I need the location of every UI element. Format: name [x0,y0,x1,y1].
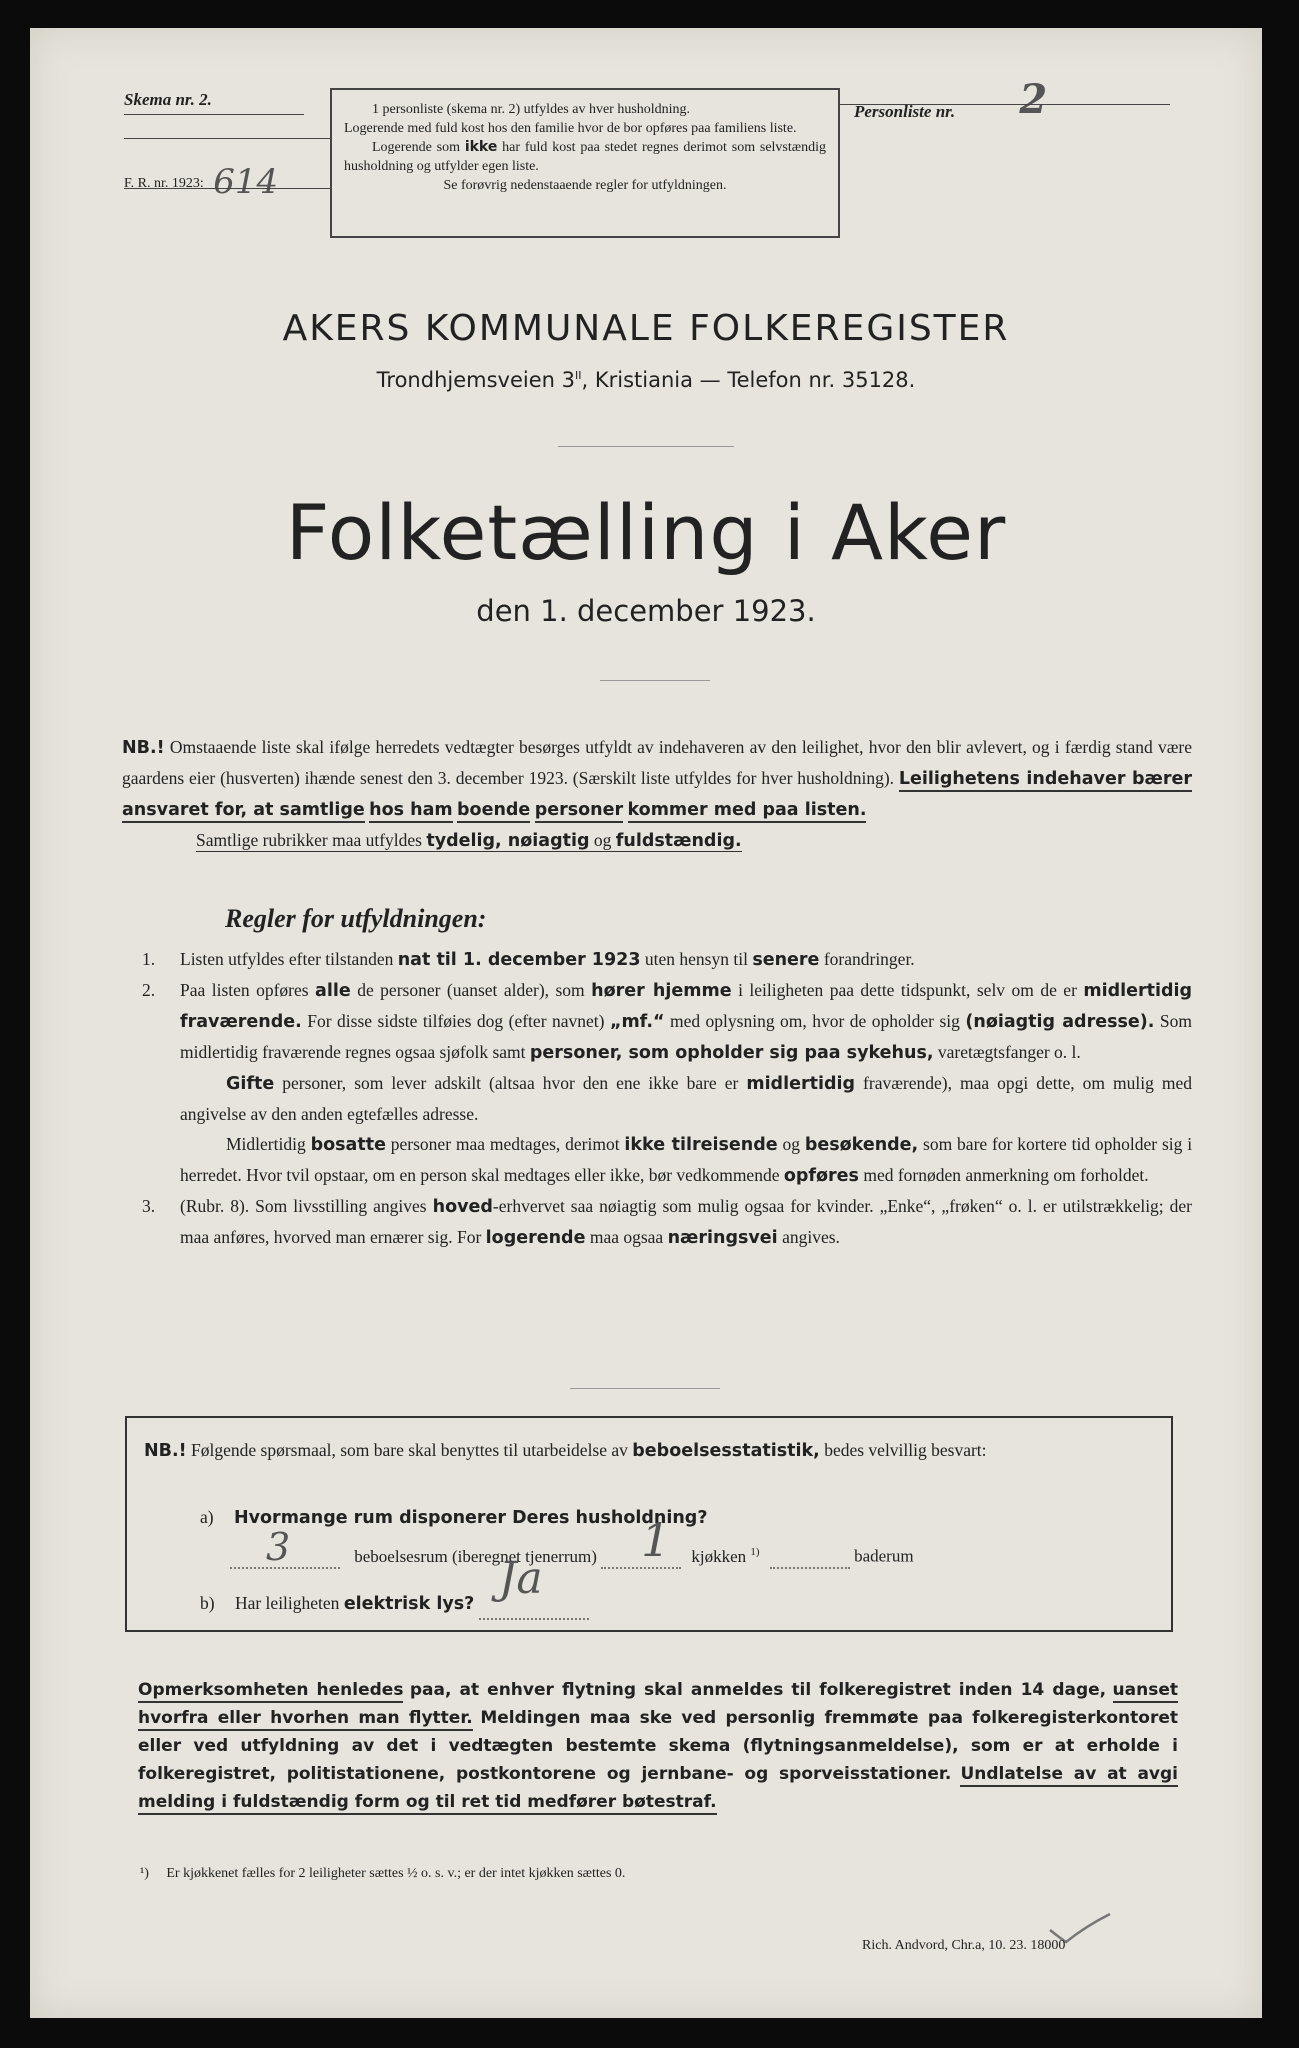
rule-2c [180,1129,1192,1191]
r2c-3: ikke tilreisende [624,1135,778,1155]
printer-imprint: Rich. Andvord, Chr.a, 10. 23. 18000 [862,1938,1066,1953]
divider-2 [600,680,710,681]
r3-3: logerende [485,1228,586,1248]
instruction-box [330,88,840,238]
nb-emph-d: personer [535,800,623,823]
nb-line-3 [122,825,1192,856]
rule-1 [142,944,1192,975]
fr-underline [124,188,330,189]
nb-label: NB.! [122,738,165,758]
question-a-text: Hvormange rum disponerer Deres husholdning? [233,1508,708,1528]
r2c-8: med fornøden anmerkning om forholdet. [863,1165,1149,1185]
footnote-text: Er kjøkkenet fælles for 2 leiligheter sættes ½ o. s. v.; er der intet kjøkken sættes 0. [166,1866,626,1881]
box-line-2: Logerende med fuld kost hos den familie hvor de bor opføres paa familiens liste. [344,121,797,136]
r2-10: Som midlertidig fraværende regnes ogsaa sjøfolk samt [180,1011,1193,1062]
r2c-6: som bare for kortere tid opholder sig i herredet. Hvor tvil opstaar, om en person skal medtages eller ikke, bør vedkommende [180,1134,1193,1185]
fr-label: F. R. nr. 1923: [124,176,204,191]
bath-field [770,1547,850,1569]
nb-emph-a: Leilighetens indehaver bærer ansvaret for, at samtlige [122,769,1192,823]
r2c-1: bosatte [310,1135,386,1155]
personliste-handwritten: 2 [1019,76,1048,123]
r2-8: med oplysning om, hvor de opholder sig [669,1011,960,1031]
r2-5: midlertidig fraværende. [180,981,1193,1032]
r2-4: i leiligheten paa dette tidspunkt, selv om de er [738,980,1077,1000]
r3-1: hoved [432,1197,493,1217]
opm-b: paa, at enhver flytning skal anmeldes til folkeregistret inden 14 dage, [409,1680,1107,1700]
r2c-7: opføres [783,1166,859,1186]
r1-2: uten hensyn til [644,949,748,969]
question-intro-c: bedes velvillig besvart: [824,1440,987,1460]
nb-line-3b: tydelig, nøiagtig [426,831,590,851]
page-title: Folketælling i Aker [285,488,1007,577]
bath-label: baderum [854,1546,914,1566]
r2-6: For disse sidste tilføies dog (efter navnet) [307,1011,605,1031]
box-line-4: Se forøvrig nedenstaaende regler for utfyldningen. [443,178,727,193]
personliste-label: Personliste nr. [854,102,956,121]
fr-number [124,156,279,202]
divider-3 [570,1388,720,1389]
nb-paragraph [122,732,1192,856]
opm-e: Undlatelse av at avgi [960,1764,1178,1787]
question-b-text-b: elektrisk lys? [343,1594,475,1614]
rule-1-num: 1. [142,949,156,969]
box-line-3 [344,138,826,176]
opm-d: Meldingen maa ske ved personlig fremmøte paa folkeregisterkontoret eller ved utfyldning av det i vedtægten bestemte skema (flytningsanmeldelse), som er at erholde i folkeregistret, politistationene, postkontorene og jernbane- og sporveisstationer. [138,1708,1179,1784]
opm-f: melding i fuldstændig form og til ret tid medfører bøtestraf. [138,1792,717,1815]
footnote-mark: ¹) [140,1866,149,1881]
r2c-5: besøkende, [804,1135,919,1155]
r3-2: -erhvervet saa nøiagtig som mulig ogsaa for kvinder. „Enke“, „frøken“ o. l. er utilstrækkelig; der maa anføres, hvorved man ernærer sig. For [180,1196,1193,1247]
opm-a: Opmerksomheten henledes [138,1680,403,1703]
rule-3 [142,1191,1192,1253]
kitchen-label: kjøkken [691,1546,747,1566]
skema-number [124,90,304,110]
r2c-0: Midlertidig [226,1134,306,1154]
r2-11: personer, som opholder sig paa sykehus, [529,1043,934,1063]
skema-text: Skema nr. 2. [124,90,212,109]
r2b-3: fraværende), maa opgi dette, om mulig med angivelse av den anden egtefælles adresse. [180,1073,1193,1124]
r2-3: hører hjemme [591,981,732,1001]
org-address [30,368,1262,392]
r2b-0: Gifte [226,1074,275,1094]
nb-line-3d: fuldstændig. [615,831,742,851]
r3-4: maa ogsaa [589,1227,664,1247]
question-intro-a: Følgende spørsmaal, som bare skal benyttes til utarbeidelse av [191,1440,628,1460]
footnote [140,1866,625,1882]
rooms-label: beboelsesrum (iberegnet tjenerrum) [354,1546,597,1566]
skema-underline [124,114,304,115]
address-sup: II [574,369,582,382]
personliste-underline [840,104,1170,105]
kitchen-field [601,1512,681,1569]
electric-value: Ja [498,1553,543,1604]
divider-1 [558,446,734,447]
question-intro-b: beboelsesstatistik, [632,1441,820,1461]
box-line-3b: ikke [464,139,498,155]
r2-9: (nøiagtig adresse). [965,1012,1155,1032]
nb-line-3-wrap [196,830,742,852]
rooms-value: 3 [266,1524,291,1569]
address-street: Trondhjemsveien 3 [376,368,575,392]
r3-5: næringsvei [667,1228,778,1248]
question-a-label: a) [200,1507,214,1527]
r2-2: de personer (uanset alder), som [357,980,585,1000]
org-name: AKERS KOMMUNALE FOLKEREGISTER [282,308,1010,349]
r1-4: forandringer. [823,949,915,969]
rule-3-num: 3. [142,1196,156,1216]
question-b-label: b) [200,1593,215,1613]
r1-0: Listen utfyldes efter tilstanden [180,949,394,969]
r3-0: (Rubr. 8). Som livsstilling angives [180,1196,427,1216]
header-rule [124,138,330,139]
box-line-3c: har fuld kost paa stedet regnes derimot som selvstændig husholdning og utfylder egen liste. [344,140,827,174]
rule-2 [142,975,1192,1191]
r2b-1: personer, som lever adskilt (altsaa hvor den ene ikke bare er [282,1073,739,1093]
r2c-4: og [782,1134,800,1154]
nb-text: Omstaaende liste skal ifølge herredets vedtægter besørges utfyldt av indehaveren av den leilighet, hvor den blir avlevert, og i færdig stand være gaardens eier (husverten) ihænde senest den 3. december 1923. (Særskilt liste utfyldes for hver husholdning). [122,737,1192,788]
nb-line-3c: og [593,830,612,850]
r1-3: senere [752,950,820,970]
moving-notice [138,1676,1178,1816]
census-form [30,28,1262,2018]
r2-1: alle [315,981,351,1001]
electric-field [479,1553,589,1620]
nb-emph-b: hos ham [369,800,453,823]
nb-emph-c: boende [457,800,530,823]
rule-2b [180,1068,1192,1129]
r2c-2: personer maa medtages, derimot [390,1134,620,1154]
nb-emph-e: kommer med paa listen. [628,800,867,823]
r2-0: Paa listen opføres [180,980,309,1000]
rules-title: Regler for utfyldningen: [225,904,487,933]
r3-6: angives. [782,1227,840,1247]
r2b-2: midlertidig [746,1074,856,1094]
r2-12: varetægtsfanger o. l. [937,1042,1081,1062]
census-date: den 1. december 1923. [476,594,816,628]
r2-7: „mf.“ [609,1012,665,1032]
rules-list [142,944,1192,1253]
box-line-1: 1 personliste (skema nr. 2) utfyldes av hver husholdning. [372,102,691,117]
fr-handwritten: 614 [213,162,279,202]
rule-2-num: 2. [142,980,156,1000]
rooms-field [230,1524,340,1569]
address-rest: , Kristiania — Telefon nr. 35128. [581,368,916,392]
r1-1: nat til 1. december 1923 [397,950,641,970]
kitchen-note: 1) [750,1546,760,1558]
question-nb-label: NB.! [144,1441,187,1461]
opm-c: uanset hvorfra eller hvorhen man flytter. [138,1680,1178,1731]
question-b-text-a: Har leiligheten [234,1593,340,1613]
question-intro [144,1436,1154,1466]
box-line-3a: Logerende som [372,140,460,155]
kitchen-value: 1 [641,1512,671,1567]
nb-line-3a: Samtlige rubrikker maa utfyldes [196,830,422,850]
